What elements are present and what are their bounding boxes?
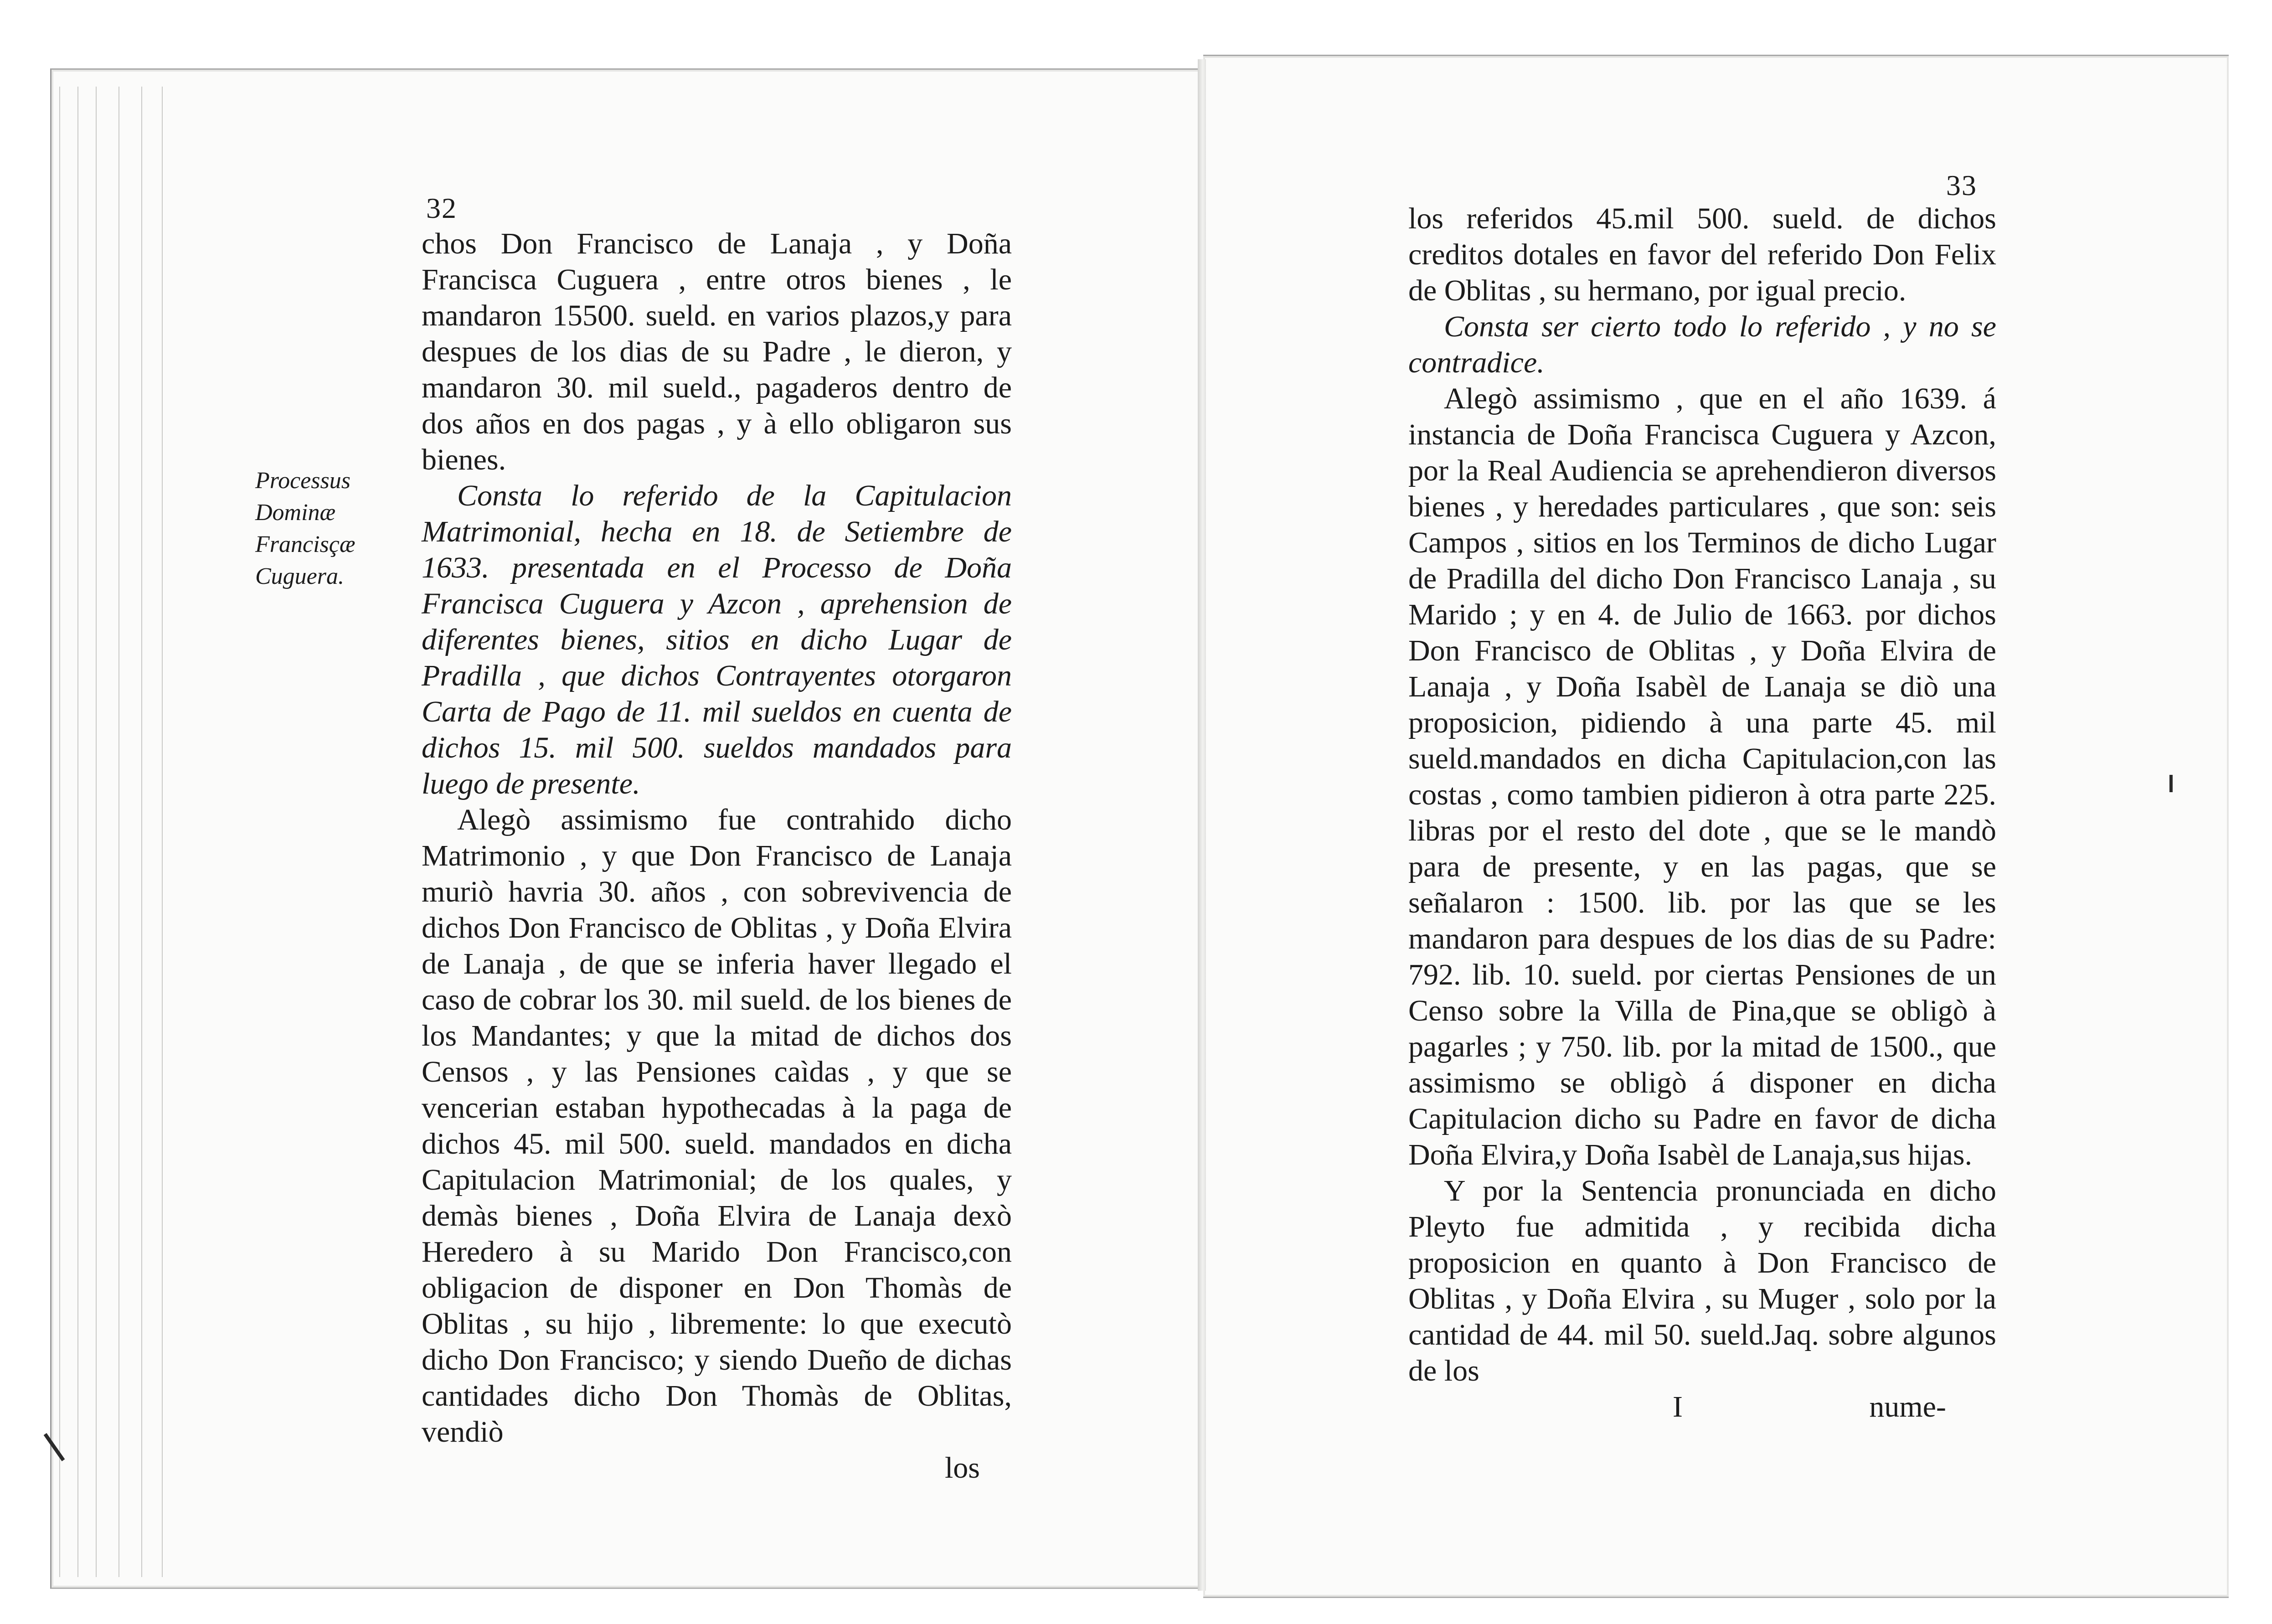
right-text-block <box>1408 201 1996 1425</box>
paragraph: Consta lo referido de la Capitulacion Matrimonial, hecha en 18. de Setiembre de 1633. presentada en el Processo de Doña Francisca Cuguera y Azcon , aprehension de diferentes bienes, sitios en dicho Lugar de Pradilla , que dichos Contrayentes otorgaron Carta de Pago de 11. mil sueldos en cuenta de dichos 15. mil 500. sueldos mandados para luego de presente. <box>422 479 1012 800</box>
signature-mark: I <box>1673 1390 1683 1423</box>
paragraph: Y por la Sentencia pronunciada en dicho Pleyto fue admitida , y recibida dicha proposicion en quanto à Don Francisco de Oblitas , y Doña Elvira , su Muger , solo por la cantidad de 44. mil 50. sueld.Jaq. sobre algunos de los <box>1408 1174 1996 1387</box>
paragraph: los referidos 45.mil 500. sueld. de dichos creditos dotales en favor del referido Don Felix de Oblitas , su hermano, por igual precio. <box>1408 202 1996 307</box>
catchword-left: los <box>944 1451 980 1485</box>
paragraph: Alegò assimismo fue contrahido dicho Matrimonio , y que Don Francisco de Lanaja muriò havria 30. años , con sobrevivencia de dichos Don Francisco de Oblitas , y Doña Elvira de Lanaja , de que se inferia haver llegado el caso de cobrar los 30. mil sueld. de los bienes de los Mandantes; y que la mitad de dichos dos Censos , y las Pensiones caìdas , y que se vencerian estaban hypothecadas à la paga de dichos 45. mil 500. sueld. mandados en dicha Capitulacion Matrimonial; de los quales, y demàs bienes , Doña Elvira de Lanaja dexò Heredero à su Marido Don Francisco,con obligacion de disponer en Don Thomàs de Oblitas , su hijo , libremente: lo que executò dicho Don Francisco; y siendo Dueño de dichas cantidades dicho Don Thomàs de Oblitas, vendiò <box>422 803 1012 1449</box>
page-number-left: 32 <box>426 192 457 224</box>
left-text-block <box>422 226 1012 1486</box>
paragraph: Alegò assimismo , que en el año 1639. á instancia de Doña Francisca Cuguera y Azcon, por la Real Audiencia se aprehendieron diversos bienes , y heredades particulares , que son: seis Campos , sitios en los Terminos de dicho Lugar de Pradilla del dicho Don Francisco Lanaja , su Marido ; y en 4. de Julio de 1663. por dichos Don Francisco de Oblitas , y Doña Elvira de Lanaja , y Doña Isabèl de Lanaja se diò una proposicion, pidiendo à una parte 45. mil sueld.mandados en dicha Capitulacion,con las costas , como tambien pidieron à otra parte 225. libras por el resto del dote , que se le mandò para de presente, y en las pagas, que se señalaron : 1500. lib. por las que se les mandaron para despues de los dias de su Padre: 792. lib. 10. sueld. por ciertas Pensiones de un Censo sobre la Villa de Pina,que se obligò à pagarles ; y 750. lib. por la mitad de 1500., que assimismo se obligò á disponer en dicha Capitulacion dicho su Padre en favor de dicha Doña Elvira,y Doña Isabèl de Lanaja,sus hijas. <box>1408 382 1996 1171</box>
paragraph: chos Don Francisco de Lanaja , y Doña Francisca Cuguera , entre otros bienes , le mandaron 15500. sueld. en varios plazos,y para despues de los dias de su Padre , le dieron, y mandaron 30. mil sueld., pagaderos dentro de dos años en dos pagas , y à ello obligaron sus bienes. <box>422 227 1012 476</box>
paragraph: Consta ser cierto todo lo referido , y no se contradice. <box>1408 310 1996 379</box>
marginal-note: Processus Dominæ Francisçæ Cuguera. <box>255 468 355 589</box>
ink-smudge <box>2169 775 2173 792</box>
page-footer-right <box>1408 1389 1996 1425</box>
catchword-right: nume- <box>1869 1390 1946 1423</box>
book-gutter <box>1198 59 1206 1591</box>
page-number-right: 33 <box>1946 169 1977 201</box>
